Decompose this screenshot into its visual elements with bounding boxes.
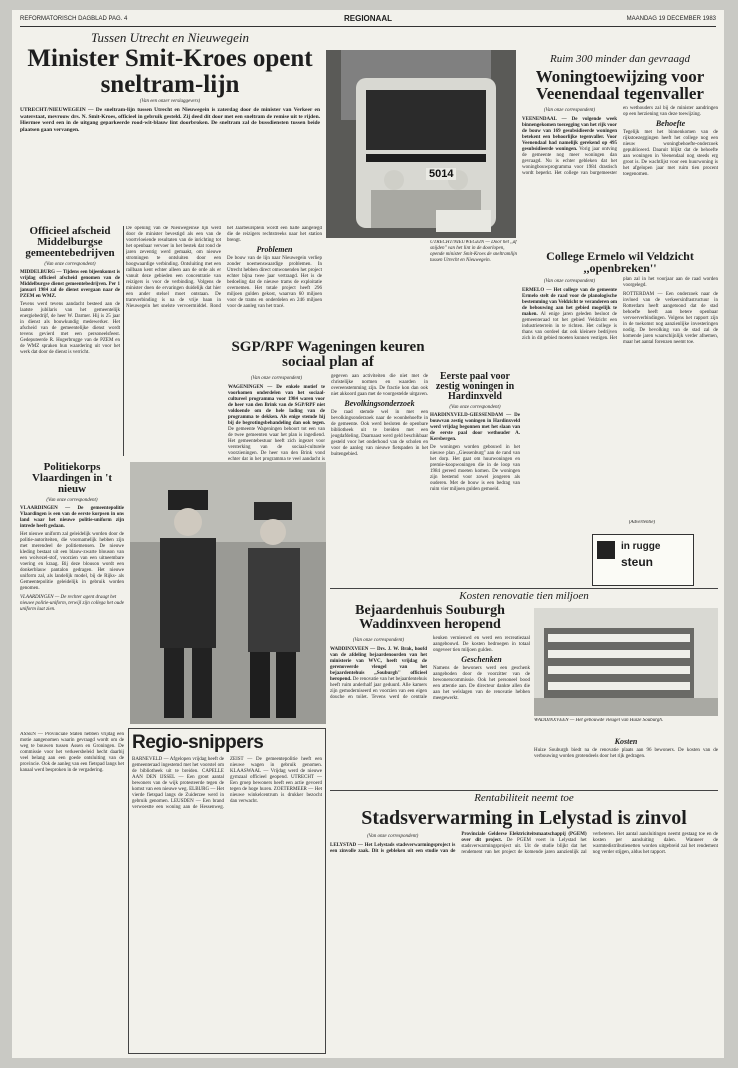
header-date: MAANDAG 19 DECEMBER 1983 <box>626 16 716 22</box>
hardinxveld-article <box>430 372 520 582</box>
souburgh-lead: WADDINXVEEN — Drs. J. W. Brak, hoofd van de afdeling bejaardenoorden van het ministerie van WVC, heeft vrijdag de gerenoveerde vleugel van het bejaardentehuis ,,Souburgh'' officieel heropend. <box>330 646 427 682</box>
veenendaal-subbody: Tegelijk met het binnenkomen van de rijkstoezeggingen heeft het college nog een nieuw woningbehoefte-onderzoek gepubliceerd. Daaruit blijkt dat de behoefte aan woningen in Veenendaal nog steeds erg groot is. De wachtlijst voor een huurwoning is het afgelopen jaar met ruim tien procent toegenomen. <box>623 129 718 177</box>
ermelo-article <box>522 250 718 414</box>
souburgh-caption-text: WADDINXVEEN — Het gebouwde vleugel van Huize Souburgh. <box>534 718 664 723</box>
souburgh-subhead2: Kosten <box>614 737 638 746</box>
veenendaal-columns <box>522 106 718 178</box>
vlaardingen-lead: VLAARDINGEN — De gemeentepolitie Vlaardingen is een van de eerste korpsen in ons land waar het nieuwe politie-uniform zijn intrede heeft gedaan. <box>20 505 124 529</box>
lelystad-body: De PGEM voert in Lelystad het stadsverwarmingsproject uit. Uit de studie blijkt dat het rendement van het project de komende jaren aanzienlijk zal verbeteren. Het aantal aansluitingen neemt gestaag toe en de kosten per aansluiting dalen. Wanneer de warmtedistributienetten worden uitgebreid zal het rendement nog verder stijgen, aldus het rapport. <box>461 832 718 856</box>
police-photo <box>130 462 326 724</box>
vlaardingen-body: Het nieuwe uniform zal geleidelijk worden door de politie-autoriteiten, die voornamelijk hebben zijn met merendeel de politiemensen. De nieuwe kleding bestaat uit een blauw-zwarte blouson van een wolvezel-stof, voorzien van een uitneembare voering en kraag. Bij deze blouson wordt een donkerblauw pantalon gedragen. Het nieuwe uniform zal, als landelijk model, bij de Rijks- als Gemeentepolitie geleidelijk in gebruik worden genomen. <box>20 531 124 591</box>
souburgh-caption <box>534 718 718 734</box>
sgp-lead: WAGENINGEN — De enkele motief te voorkomen onderdelen van het sociaal-cultureel programma voor 1984 waren voor de heer van den Brink van de SGP/RPF niet voldoende om de hele lading van de programma te dekken. Als enige stemde hij bij de begrotingsbehandeling dan ook tegen. <box>228 384 325 426</box>
vlaardingen-caption: VLAARDINGEN — De rechter agent draagt het nieuwe politie-uniform, terwijl zijn collega het oude uniform laat zien. <box>20 594 124 612</box>
hardinxveld-byline: (Van onze correspondent) <box>449 404 501 410</box>
vlaardingen-article <box>20 462 124 730</box>
ad-line1: in rugge <box>621 541 661 552</box>
middelburg-article <box>20 226 120 458</box>
sneltram-kicker: Tussen Utrecht en Nieuwegein <box>90 30 250 45</box>
souburgh-kicker-block <box>330 588 718 604</box>
lelystad-kicker: Rentabiliteit neemt toe <box>330 790 718 806</box>
rotterdam-item: ROTTERDAM — Een onderzoek naar de invloed van de verkeersinfrastructuur in Rotterdam heeft aangetoond dat de stad behoefte heeft aan betere openbaar vervoerverbindingen. Volgens het rapport zijn in de toekomst nog aanzienlijke investeringen nodig. De bevolking van de stad zal de komende jaren waarschijnlijk verder afnemen, maar het aantal forenzen neemt toe. <box>623 292 718 346</box>
header-left: REFORMATORISCH DAGBLAD PAG. 4 <box>20 16 128 22</box>
vlaardingen-headline: Politiekorps Vlaardingen in 't nieuw <box>31 462 113 496</box>
veenendaal-subhead: Behoefte <box>655 118 686 128</box>
ad-logo-icon <box>597 541 615 559</box>
assen-body: ASSEN — Provinciale Staten hebben vrijdag een motie aangenomen waarin gevraagd wordt om de weg te bouwen tussen Assen en Groningen. De commissie voor het verkeersbeleid hecht daarbij veel belang aan een goede ontsluiting van de provincie. Ook de aanleg van een fietspad langs het kanaal werd besproken in de vergadering. <box>20 732 124 773</box>
middelburg-body: Tevens werd tevens aandacht besteed aan de laatste jubilaris van het gemeentelijk energiebedrijf, de heer W. Darmer. Hij is 25 jaar in dienst als bouwkundig medewerker. Het afscheid van de gemeentelijke dienst wordt tevens gevierd met een personeelsfeest. Gedeputeerde R. Hogerbrugge van de PZEM en de WMZ spraken hun waardering uit voor het werk dat door de dienst is verricht. <box>20 301 120 355</box>
souburgh-subhead: Geschenken <box>461 654 502 664</box>
regio-snippers <box>128 728 326 1054</box>
sneltram-headline: Minister Smit-Kroes opent sneltram-lijn <box>27 45 313 98</box>
sneltram-body <box>126 226 322 310</box>
ad-label: (Advertentie) <box>628 520 656 525</box>
veenendaal-lead: VEENENDAAL — De volgende week binnengekomen toezegging van het rijk voor de bouw van 169 gesubsidieerde woningen betekent een behoorlijke tegenvaller. Voor Veenendaal had namelijk gerekend op 495 gesubsidieerde woningen. <box>522 116 617 152</box>
hardinxveld-lead: HARDINXVELD-GIESSENDAM — De bouwvan zestig woningen in Hardinxveld werd vrijdag begonnen met het slaan van de eerste paal door wethouder A. Kersbergen. <box>430 412 520 442</box>
hardinxveld-headline: Eerste paal voor zestig woningen in Hardinxveld <box>435 372 515 403</box>
souburgh-subbody2: Huize Souburgh biedt na de renovatie plaats aan 96 bewoners. De kosten van de verbouwing worden grotendeels door het rijk gedragen. <box>534 748 718 759</box>
sneltram-subbody: De bouw van de lijn naar Nieuwegein verliep zonder noemenswaardige problemen. In Utrecht hebben direct omwonenden het project echter bijna twee jaar vertraagd. Het is de bedoeling dat de nieuwe trams de exploitatie overnemen. Het totale project heeft 296 miljoen gulden gekost, waarvan 60 miljoen voor de trams en onderdelen en 246 miljoen voor de aanleg van het tracé. <box>227 256 322 309</box>
lelystad-byline: (Van onze correspondent) <box>367 834 419 840</box>
sgp-headline: SGP/RPF Wageningen keuren sociaal plan af <box>231 340 425 371</box>
veenendaal-byline: (Van onze correspondent) <box>543 107 596 113</box>
tram-photo <box>326 50 516 238</box>
tram-illustration <box>326 50 516 238</box>
souburgh-subbody: Namens de bewoners werd een geschenk aangeboden door de voorzitter van de bewonerscommissie. Ook het personeel bood een attentie aan. De directeur dankte allen die aan het welslagen van de renovatie hebben meegewerkt. <box>433 665 530 701</box>
souburgh-body: De renovatie van het bejaardentehuis heeft ruim anderhalf jaar geduurd. Alle kamers zijn gemoderniseerd en voorzien van een eigen douche en toilet. Tevens werd de centrale keuken vernieuwd en werd een recreatiezaal aangebouwd. De kosten bedroegen in totaal ongeveer tien miljoen gulden. <box>330 635 530 700</box>
building-photo <box>534 608 718 716</box>
sgp-columns <box>228 374 428 463</box>
middelburg-headline: Officieel afscheid Middelburgse gemeentebedrijven <box>25 226 115 260</box>
tram-caption-text: UTRECHT/NIEUWEGEIN — Door het ,,af snijden'' van het lint in de doorlopen, opende minister Smit-Kroes de sneltramlijn tussen Utrecht en Nieuwegein. <box>430 240 518 263</box>
sgp-subhead: Bevolkingsonderzoek <box>344 398 415 408</box>
page-header <box>20 14 716 27</box>
souburgh-kosten <box>534 736 718 786</box>
ermelo-lead: ERMELO — Het college van de gemeente Ermelo stelt de raad voor de planologische bestemming van Veldzicht te veranderen om de bebouwing aan het gebied mogelijk te maken. <box>522 288 617 318</box>
veenendaal-article <box>522 52 718 248</box>
column-rule <box>123 226 124 456</box>
ermelo-byline: (Van onze correspondent) <box>543 279 596 285</box>
lelystad-article <box>330 790 718 1054</box>
souburgh-kosten-columns <box>534 739 718 760</box>
sgp-body: De gemeente Wageningen behoort tot een van de twee gemeenten waar het plan is ingediend. Het gemeentebestuur heeft zich ingezet voor versterking van de sociaal-culturele voorzieningen. De heer van den Brink vond echter dat in het programma te veel aandacht is gegeven aan activiteiten die niet met de christelijke normen en waarden in overeenstemming zijn. De fractie kon dan ook niet akkoord gaan met de voorgestelde uitgaven. <box>228 373 428 462</box>
sneltram-body-text: De opening van de Nieuwegeinse lijn werd door de minister bevestigd als een van de voortvloeiende resultaten van de inrichting tot het openbaar vervoer in het bestek dat rond de jaren zeventig werd gemaakt, om nieuwe stromingen te ontsluiten door een hoogwaardige verbinding. Ontsluiting met een railbaan kent echter alleen aan de orde als er vanuit deze gebieden een concentratie van reizigers is voor de verbinding. Volgens de minister doen de ervaringen duidelijk dat hier een ander stelsel moet ontstaan. De tramverbinding is na de vrije baan in Nieuwegein het snelste vervoermiddel. Rond het Jaarbeursplein wordt een halte aangelegd die de reizigers rechtstreeks naar het station brengt. <box>126 226 322 309</box>
souburgh-byline: (Van onze correspondent) <box>352 637 405 643</box>
newspaper-page <box>12 10 724 1058</box>
lelystad-lead: LELYSTAD — Het Lelystads stadsverwarmingsproject is een zinvolle zaak. Dit is gebleken uit een studie van de Provinciale Gelderse Elektriciteitsmaatschappij (PGEM) over dit project. <box>330 832 587 855</box>
ad-box <box>592 534 694 586</box>
building-illustration <box>534 608 718 716</box>
lelystad-columns <box>330 832 718 856</box>
ermelo-columns <box>522 277 718 346</box>
sgp-byline: (Van onze correspondent) <box>250 375 303 381</box>
vlaardingen-byline: (Van onze correspondent) <box>46 497 98 503</box>
sgp-subbody: De raad stemde wel in met een bevolkingsonderzoek naar de woonbehoefte in de gemeente. Ook werd besloten de openbare bibliotheek uit te breiden met een jeugdafdeling. Daarnaast werd geld beschikbaar gesteld voor het onderhoud van de scholen en voor de aanleg van nieuwe fietspaden in het buitengebied. <box>331 409 428 457</box>
middelburg-lead: MIDDELBURG — Tijdens een bijeenkomst is vrijdag officieel afscheid genomen van de Middelburgse dienst gemeentebedrijven. Per 1 januari 1984 zal de dienst overgaan naar de PZEM en WMZ. <box>20 269 120 299</box>
ad-line2: steun <box>621 555 654 569</box>
regio-body: BARNEVELD — Afgelopen vrijdag heeft de gemeenteraad ingestemd met het voorstel om de bibliotheek uit te breiden. CAPELLE AAN DEN IJSSEL — Een groot aantal bewoners van de wijk protesteerde tegen de komst van een nieuwe weg. ELBURG — Het vierde fietspad langs de Zuiderzee werd in gebruik genomen. LEUSDEN — Een brand verwoestte een woning aan de Hessenweg. ZEIST — De gemeentepolitie heeft een nieuwe wagen in gebruik genomen. KLAASWAAL — Vrijdag werd de nieuwe gymzaal officieel geopend. UTRECHT — Een groep bewoners heeft een actie gevoerd tegen de hoge huren. ZOETERMEER — Het nieuwe winkelcentrum is drukker bezocht dan verwacht. <box>132 757 322 810</box>
veenendaal-headline: Woningtoewijzing voor Veenendaal tegenvaller <box>535 67 705 104</box>
sneltram-lead: UTRECHT/NIEUWEGEIN — De sneltram-lijn tussen Utrecht en Nieuwegein is zaterdag door de minister van Verkeer en waterstaat, mevrouw drs. N. Smit-Kroes, officieel in gebruik gesteld. Zij deed dit door met een sneltram de remise uit te rijden. Hiermee werd een in de uitgang geparkeerde rood-wit-blauw lint doorbroken. De sneltram zal de bussdiensten tussen beide plaatsen gaan vervangen. <box>20 107 320 133</box>
veenendaal-kicker: Ruim 300 minder dan gevraagd <box>550 53 690 65</box>
sneltram-byline: (Van een onzer verslaggevers) <box>139 99 201 104</box>
sneltram-subhead: Problemen <box>256 245 293 254</box>
regio-title: Regio-snippers <box>132 732 264 753</box>
middelburg-byline: (Van onze correspondent) <box>44 261 96 267</box>
souburgh-kicker: Kosten renovatie tien miljoen <box>330 588 718 604</box>
assen-article <box>20 732 124 1052</box>
header-section: REGIONAAL <box>344 14 392 23</box>
tram-number: 5014 <box>426 168 456 180</box>
souburgh-headline: Bejaardenhuis Souburgh Waddinxveen heropend <box>355 604 505 633</box>
souburgh-article <box>330 604 530 786</box>
ermelo-headline: College Ermelo wil Veldzicht ,,openbreken'' <box>546 250 694 276</box>
police-illustration <box>130 462 326 724</box>
hardinxveld-body: De woningen worden gebouwd in het nieuwe plan ,,Giessenburg'' aan de rand van het dorp. Het gaat om huurwoningen en premie-koopwoningen die in de loop van 1984 gereed moeten komen. De woningen zijn bestemd voor zowel jongeren als ouderen. Met de bouw is een bedrag van ruim vier miljoen gulden gemoeid. <box>430 444 520 492</box>
ermelo-body: Al enige jaren geleden besloot de gemeenteraad tot het gebied Veldzicht een industrieterrein in te richten. Het college is thans van oordeel dat ook kleinere bedrijven zich in dit gebied moeten kunnen vestigen. Het plan zal in het voorjaar aan de raad worden voorgelegd. <box>522 277 718 342</box>
lelystad-headline: Stadsverwarming in Lelystad is zinvol <box>361 807 687 829</box>
veenendaal-body: Vorig jaar ontving de gemeente nog meer woningen dan gevraagd. Nu is echter gebleken dat het woningbouwprogramma voor 1984 drastisch wordt beperkt. Het college van burgemeester en wethouders zal bij de minister aandringen op een herziening van deze toewijzing. <box>522 105 718 176</box>
sneltram-article <box>20 30 320 225</box>
tram-caption <box>430 240 518 280</box>
souburgh-columns <box>330 636 530 702</box>
